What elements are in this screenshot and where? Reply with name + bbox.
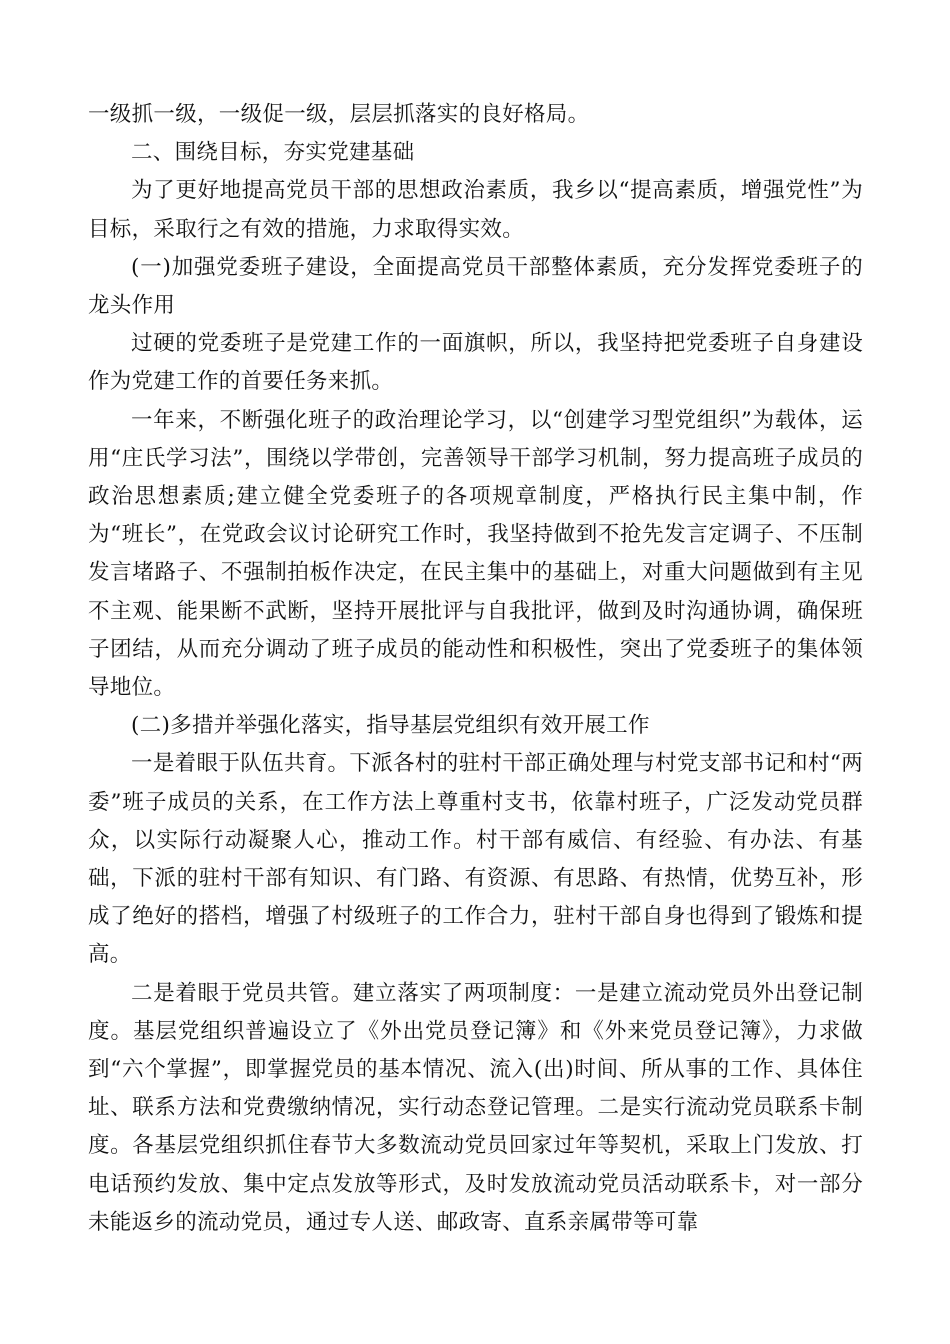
- paragraph-body: 一是着眼于队伍共育。下派各村的驻村干部正确处理与村党支部书记和村“两委”班子成员的关系，在工作方法上尊重村支书，依靠村班子，广泛发动党员群众，以实际行动凝聚人心，推动工作。村干部有威信、有经验、有办法、有基础，下派的驻村干部有知识、有门路、有资源、有思路、有热情，优势互补，形成了绝好的搭档，增强了村级班子的工作合力，驻村干部自身也得到了锻炼和提高。: [88, 751, 863, 968]
- paragraph-body: 过硬的党委班子是党建工作的一面旗帜，所以，我坚持把党委班子自身建设作为党建工作的首要任务来抓。: [88, 331, 863, 395]
- subsection-heading-1: (一)加强党委班子建设，全面提高党员干部整体素质，充分发挥党委班子的龙头作用: [88, 254, 863, 319]
- subsection-heading-2: (二)多措并举强化落实，指导基层党组织有效开展工作: [131, 713, 650, 739]
- document-body: [88, 96, 863, 1242]
- paragraph-body: 二是着眼于党员共管。建立落实了两项制度：一是建立流动党员外出登记制度。基层党组织普遍设立了《外出党员登记簿》和《外来党员登记簿》，力求做到“六个掌握”，即掌握党员的基本情况、流入(出)时间、所从事的工作、具体住址、联系方法和党费缴纳情况，实行动态登记管理。二是实行流动党员联系卡制度。各基层党组织抓住春节大多数流动党员回家过年等契机，采取上门发放、打电话预约发放、集中定点发放等形式，及时发放流动党员活动联系卡，对一部分未能返乡的流动党员，通过专人送、邮政寄、直系亲属带等可靠: [88, 980, 863, 1235]
- paragraph-intro: 为了更好地提高党员干部的思想政治素质，我乡以“提高素质，增强党性”为目标，采取行之有效的措施，力求取得实效。: [88, 178, 863, 242]
- paragraph-body: 一年来，不断强化班子的政治理论学习，以“创建学习型党组织”为载体，运用“庄氏学习法”，围绕以学带创，完善领导干部学习机制，努力提高班子成员的政治思想素质;建立健全党委班子的各项规章制度，严格执行民主集中制，作为“班长”，在党政会议讨论研究工作时，我坚持做到不抢先发言定调子、不压制发言堵路子、不强制拍板作决定，在民主集中的基础上，对重大问题做到有主见不主观、能果断不武断，坚持开展批评与自我批评，做到及时沟通协调，确保班子团结，从而充分调动了班子成员的能动性和积极性，突出了党委班子的集体领导地位。: [88, 407, 863, 701]
- paragraph-continuation: 一级抓一级，一级促一级，层层抓落实的良好格局。: [88, 102, 590, 127]
- section-heading-2: 二、围绕目标，夯实党建基础: [131, 140, 415, 166]
